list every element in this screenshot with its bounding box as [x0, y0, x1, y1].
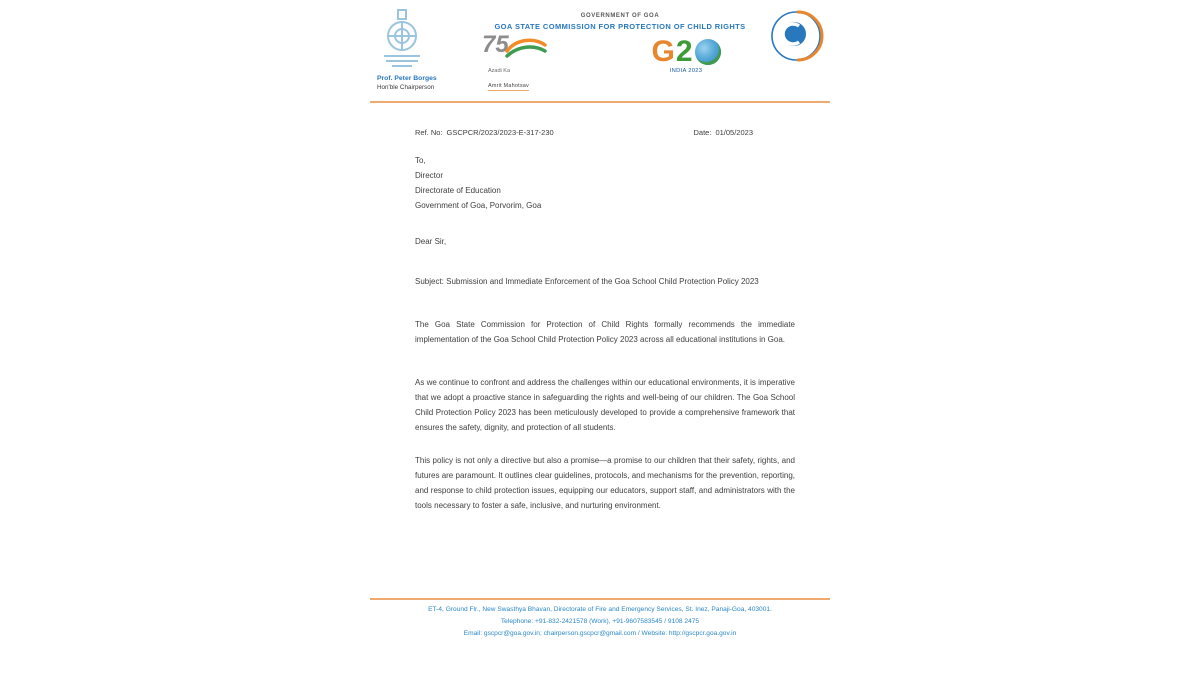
- salutation: Dear Sir,: [415, 237, 447, 246]
- g20-india-logo: [638, 35, 734, 74]
- letter-date: [694, 128, 753, 137]
- azadi-ka-amrit-mahotsav-logo: [482, 31, 582, 92]
- recipient-block: [415, 153, 795, 213]
- letter-body: [415, 128, 795, 513]
- paragraph: As we continue to confront and address the challenges within our educational environments, it is imperative that we adopt a proactive stance in safeguarding the rights and well-being of our children. The Goa School Child Protection Policy 2023 has been meticulously developed to provide a comprehensive framework that ensures the safety, dignity, and protection of all students.: [415, 378, 795, 432]
- recipient-line: Government of Goa, Porvorim, Goa: [415, 201, 542, 210]
- reference-row: [415, 128, 795, 137]
- subject-line: Subject: Submission and Immediate Enforcement of the Goa School Child Protection Policy 2023: [415, 277, 759, 286]
- footer-divider: [370, 598, 830, 600]
- paragraph: This policy is not only a directive but also a promise—a promise to our children that their safety, rights, and futures are paramount. It outlines clear guidelines, protocols, and mechanisms for the prevention, reporting, and response to child protection issues, equipping our educators, support staff, and administrators with the tools necessary to foster a safe, inclusive, and nurturing environment.: [415, 456, 795, 510]
- letterhead-title-block: [465, 13, 775, 31]
- officer-title: Hon'ble Chairperson: [377, 84, 435, 91]
- government-line: GOVERNMENT OF GOA: [580, 13, 660, 19]
- ref-number: [415, 128, 554, 137]
- tricolor-swoosh-icon: [503, 36, 549, 67]
- g20-globe-icon: [695, 39, 721, 65]
- amrit-line2: Amrit Mahotsav: [488, 83, 530, 89]
- date-value: 01/05/2023: [715, 128, 753, 137]
- ref-label: Ref. No:: [415, 128, 443, 137]
- recipient-line: To,: [415, 156, 426, 165]
- goa-state-emblem-icon: [376, 8, 428, 70]
- g20-subtitle: INDIA 2023: [669, 68, 703, 74]
- ref-value: GSCPCR/2023/2023-E-317-230: [446, 128, 554, 137]
- header-divider: [370, 101, 830, 103]
- date-label: Date:: [693, 128, 712, 137]
- amrit-75-number: 75: [482, 31, 509, 58]
- commission-name: GOA STATE COMMISSION FOR PROTECTION OF CHILD RIGHTS: [494, 22, 746, 31]
- footer-contact: Email: gscpcr@goa.gov.in; chairperson.gscpcr@gmail.com / Website: http://gscpcr.goa.gov.in: [463, 629, 737, 637]
- gscpcr-seal-icon: [768, 8, 824, 64]
- paragraph: The Goa State Commission for Protection of Child Rights formally recommends the immediate implementation of the Goa School Child Protection Policy 2023 across all educational institutions in Goa.: [415, 320, 795, 344]
- recipient-line: Director: [415, 171, 444, 180]
- officer-block: [377, 74, 437, 92]
- g20-digit-2: 2: [675, 35, 693, 68]
- g20-letter-g: G: [651, 35, 675, 68]
- footer-telephone: Telephone: +91-832-2421578 (Work), +91-9607583545 / 9108 2475: [500, 617, 700, 625]
- recipient-line: Directorate of Education: [415, 186, 501, 195]
- letterhead-footer: [385, 604, 815, 639]
- amrit-line1: Azadi Ka: [488, 68, 511, 74]
- letter-page: [370, 0, 830, 673]
- footer-address: ET-4, Ground Flr., New Swasthya Bhavan, Directorate of Fire and Emergency Services, St. Inez, Panaji-Goa, 403001.: [428, 606, 772, 613]
- officer-name: Prof. Peter Borges: [377, 75, 437, 82]
